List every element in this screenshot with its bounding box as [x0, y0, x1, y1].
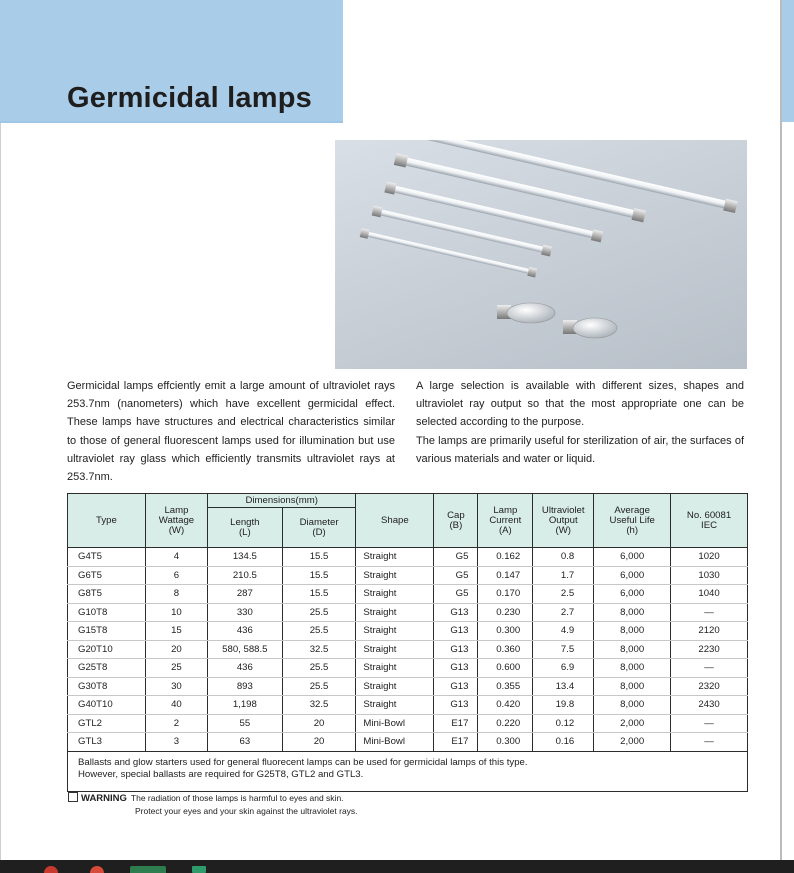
- cell-diameter: 25.5: [282, 659, 356, 678]
- header-underline: [0, 121, 343, 123]
- cell-useful-life: 8,000: [594, 622, 671, 641]
- table-note-line-1: Ballasts and glow starters used for general fluorecent lamps can be used for germicidal lamps of this type.: [78, 756, 528, 768]
- cell-cap: E17: [434, 714, 478, 733]
- cell-iec: 2320: [671, 677, 748, 696]
- cell-useful-life: 8,000: [594, 696, 671, 715]
- table-note-row: [68, 751, 748, 791]
- cell-uv-output: 2.7: [533, 603, 594, 622]
- table-row: [68, 733, 748, 752]
- cell-length: 580, 588.5: [207, 640, 282, 659]
- warning-label: WARNING: [81, 793, 127, 804]
- cell-type: G40T10: [68, 696, 146, 715]
- cell-cap: G13: [434, 677, 478, 696]
- cell-wattage: 6: [145, 566, 207, 585]
- cell-wattage: 8: [145, 585, 207, 604]
- cell-wattage: 15: [145, 622, 207, 641]
- cell-wattage: 25: [145, 659, 207, 678]
- cell-shape: Straight: [356, 677, 434, 696]
- cell-type: G8T5: [68, 585, 146, 604]
- warning-checkbox-icon: [68, 792, 78, 802]
- cell-uv-output: 0.12: [533, 714, 594, 733]
- cell-iec: —: [671, 603, 748, 622]
- header-diameter: Diameter (D): [282, 508, 356, 548]
- header-length: Length (L): [207, 508, 282, 548]
- cell-length: 210.5: [207, 566, 282, 585]
- cell-shape: Straight: [356, 603, 434, 622]
- cell-cap: G5: [434, 548, 478, 567]
- cell-length: 287: [207, 585, 282, 604]
- header-wattage: Lamp Wattage (W): [145, 494, 207, 548]
- cell-length: 63: [207, 733, 282, 752]
- cell-uv-output: 7.5: [533, 640, 594, 659]
- cell-iec: 1030: [671, 566, 748, 585]
- cell-diameter: 25.5: [282, 622, 356, 641]
- header-dimensions: Dimensions(mm): [207, 494, 355, 508]
- germicidal-lamps-photo: [335, 140, 747, 369]
- header-type: Type: [68, 494, 146, 548]
- cell-shape: Straight: [356, 585, 434, 604]
- cell-length: 436: [207, 659, 282, 678]
- table-row: [68, 622, 748, 641]
- cell-iec: 1020: [671, 548, 748, 567]
- cell-uv-output: 19.8: [533, 696, 594, 715]
- page-title: Germicidal lamps: [67, 82, 312, 114]
- cell-useful-life: 2,000: [594, 733, 671, 752]
- cell-diameter: 15.5: [282, 548, 356, 567]
- cell-useful-life: 2,000: [594, 714, 671, 733]
- cell-type: GTL3: [68, 733, 146, 752]
- cell-shape: Straight: [356, 659, 434, 678]
- cell-current: 0.420: [478, 696, 533, 715]
- cell-shape: Straight: [356, 622, 434, 641]
- page-right-edge: [780, 0, 782, 860]
- cell-useful-life: 8,000: [594, 659, 671, 678]
- cell-diameter: 32.5: [282, 696, 356, 715]
- warning-line-1: The radiation of those lamps is harmful to eyes and skin.: [130, 793, 344, 803]
- cell-uv-output: 1.7: [533, 566, 594, 585]
- cell-current: 0.600: [478, 659, 533, 678]
- cell-iec: 1040: [671, 585, 748, 604]
- cell-uv-output: 0.8: [533, 548, 594, 567]
- cell-diameter: 20: [282, 714, 356, 733]
- cell-type: G25T8: [68, 659, 146, 678]
- cell-iec: 2230: [671, 640, 748, 659]
- warning-line-2: Protect your eyes and your skin against the ultraviolet rays.: [135, 806, 358, 816]
- cell-uv-output: 2.5: [533, 585, 594, 604]
- intro-left-paragraph: [67, 377, 395, 486]
- cell-wattage: 10: [145, 603, 207, 622]
- header-current: Lamp Current (A): [478, 494, 533, 548]
- table-row: [68, 714, 748, 733]
- cell-useful-life: 8,000: [594, 603, 671, 622]
- cell-useful-life: 8,000: [594, 677, 671, 696]
- cell-iec: —: [671, 714, 748, 733]
- cell-useful-life: 8,000: [594, 640, 671, 659]
- header-cap: Cap (B): [434, 494, 478, 548]
- cell-length: 436: [207, 622, 282, 641]
- header-shape: Shape: [356, 494, 434, 548]
- intro-right-paragraph: [416, 377, 744, 468]
- cell-current: 0.355: [478, 677, 533, 696]
- table-note-line-2: However, special ballasts are required for G25T8, GTL2 and GTL3.: [78, 769, 364, 780]
- cell-diameter: 25.5: [282, 677, 356, 696]
- intro-right-text-1: A large selection is available with different sizes, shapes and ultraviolet ray output so that the most appropriate one can be selected according to the purpose.: [416, 380, 744, 429]
- cell-cap: G5: [434, 585, 478, 604]
- cell-wattage: 20: [145, 640, 207, 659]
- cell-useful-life: 6,000: [594, 585, 671, 604]
- cell-wattage: 3: [145, 733, 207, 752]
- cell-cap: G13: [434, 640, 478, 659]
- lamps-illustration: [335, 140, 747, 369]
- cell-iec: 2430: [671, 696, 748, 715]
- intro-left-text: Germicidal lamps effciently emit a large amount of ultraviolet rays 253.7nm (nanometers) which have excellent germicidal effect. These lamps have structures and electrical characteristics similar to those of general fluorescent lamps used for illumination but use ultraviolet ray glass which efficiently transmits ultraviolet rays at 253.7nm.: [67, 380, 395, 484]
- cell-length: 55: [207, 714, 282, 733]
- taskbar: [0, 860, 794, 873]
- cell-wattage: 30: [145, 677, 207, 696]
- intro-right-text-2: The lamps are primarily useful for sterilization of air, the surfaces of various materials and water or liquid.: [416, 434, 744, 465]
- cell-type: G10T8: [68, 603, 146, 622]
- cell-current: 0.220: [478, 714, 533, 733]
- taskbar-app-icon-2[interactable]: [90, 866, 104, 873]
- cell-shape: Mini-Bowl: [356, 714, 434, 733]
- warning-block: [68, 792, 358, 818]
- cell-uv-output: 6.9: [533, 659, 594, 678]
- header-useful-life: Average Useful Life (h): [594, 494, 671, 548]
- cell-uv-output: 4.9: [533, 622, 594, 641]
- cell-type: G30T8: [68, 677, 146, 696]
- table-row: [68, 677, 748, 696]
- cell-cap: G13: [434, 622, 478, 641]
- cell-shape: Straight: [356, 640, 434, 659]
- cell-current: 0.230: [478, 603, 533, 622]
- table-row: [68, 640, 748, 659]
- cell-current: 0.300: [478, 622, 533, 641]
- specification-table: [67, 493, 748, 792]
- taskbar-app-icon-1[interactable]: [44, 866, 58, 873]
- cell-wattage: 2: [145, 714, 207, 733]
- cell-diameter: 32.5: [282, 640, 356, 659]
- table-row: [68, 696, 748, 715]
- cell-length: 1,198: [207, 696, 282, 715]
- cell-current: 0.147: [478, 566, 533, 585]
- cell-current: 0.170: [478, 585, 533, 604]
- header-iec: No. 60081 IEC: [671, 494, 748, 548]
- cell-type: G4T5: [68, 548, 146, 567]
- cell-length: 330: [207, 603, 282, 622]
- table-note: [68, 751, 748, 791]
- taskbar-app-icon-4[interactable]: [192, 866, 206, 873]
- cell-length: 893: [207, 677, 282, 696]
- cell-cap: G13: [434, 659, 478, 678]
- cell-cap: E17: [434, 733, 478, 752]
- cell-shape: Mini-Bowl: [356, 733, 434, 752]
- cell-cap: G13: [434, 696, 478, 715]
- cell-current: 0.162: [478, 548, 533, 567]
- table-row: [68, 566, 748, 585]
- cell-type: GTL2: [68, 714, 146, 733]
- cell-iec: 2120: [671, 622, 748, 641]
- cell-shape: Straight: [356, 696, 434, 715]
- cell-diameter: 20: [282, 733, 356, 752]
- cell-current: 0.360: [478, 640, 533, 659]
- page-left-edge: [0, 0, 1, 860]
- cell-iec: —: [671, 733, 748, 752]
- cell-useful-life: 6,000: [594, 566, 671, 585]
- cell-uv-output: 0.16: [533, 733, 594, 752]
- cell-diameter: 15.5: [282, 566, 356, 585]
- right-accent-strip: [782, 0, 794, 122]
- header-uv-output: Ultraviolet Output (W): [533, 494, 594, 548]
- cell-diameter: 25.5: [282, 603, 356, 622]
- cell-type: G15T8: [68, 622, 146, 641]
- cell-wattage: 40: [145, 696, 207, 715]
- cell-diameter: 15.5: [282, 585, 356, 604]
- table-row: [68, 548, 748, 567]
- cell-cap: G13: [434, 603, 478, 622]
- cell-type: G20T10: [68, 640, 146, 659]
- cell-shape: Straight: [356, 566, 434, 585]
- table-row: [68, 585, 748, 604]
- cell-uv-output: 13.4: [533, 677, 594, 696]
- cell-cap: G5: [434, 566, 478, 585]
- cell-length: 134.5: [207, 548, 282, 567]
- cell-shape: Straight: [356, 548, 434, 567]
- table-row: [68, 603, 748, 622]
- table-row: [68, 659, 748, 678]
- cell-wattage: 4: [145, 548, 207, 567]
- cell-iec: —: [671, 659, 748, 678]
- taskbar-app-icon-active[interactable]: [130, 866, 166, 873]
- cell-type: G6T5: [68, 566, 146, 585]
- cell-current: 0.300: [478, 733, 533, 752]
- cell-useful-life: 6,000: [594, 548, 671, 567]
